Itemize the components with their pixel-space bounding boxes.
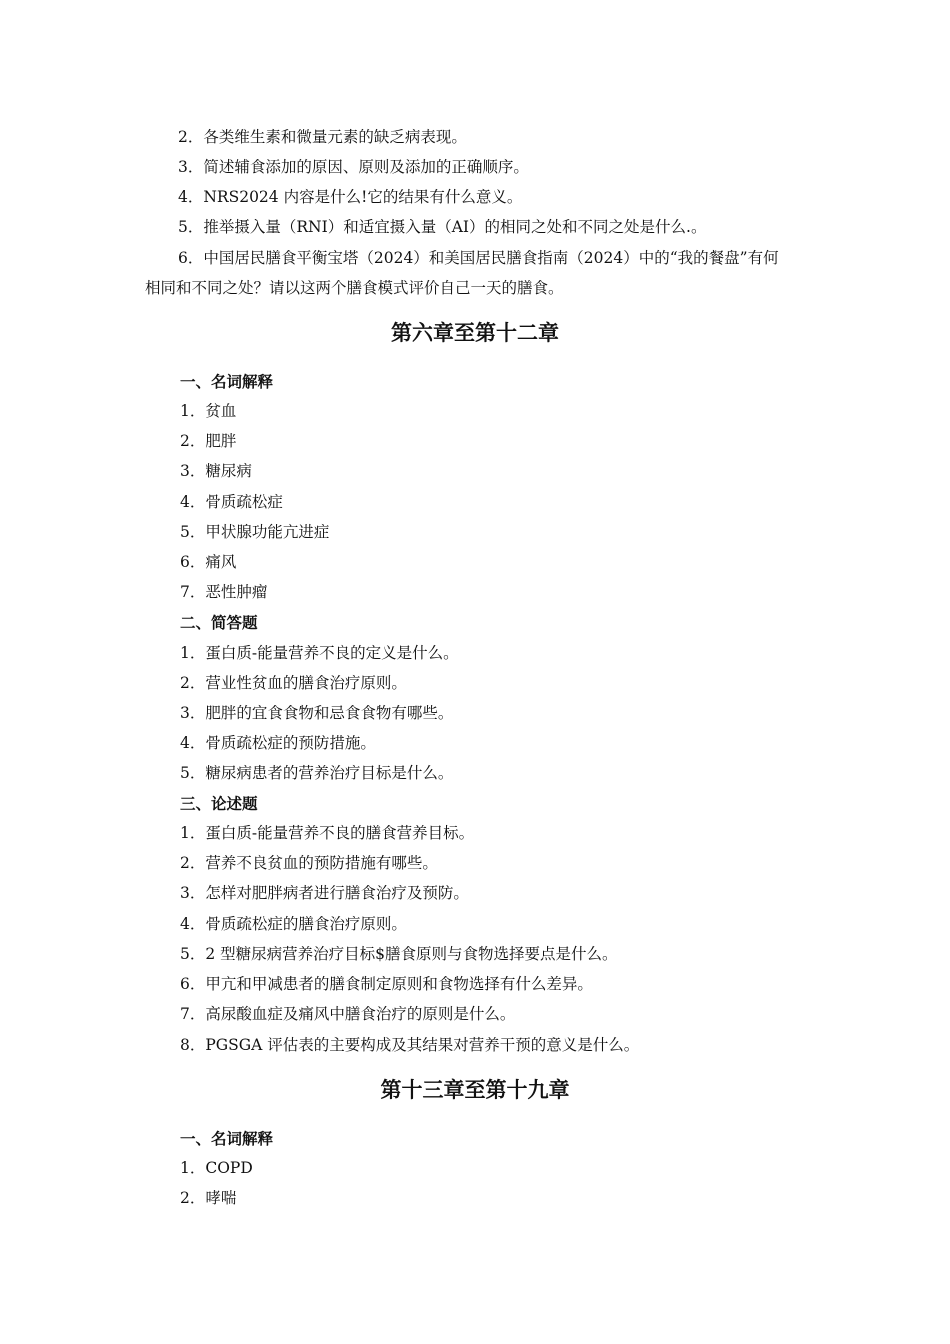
list-item: 5．甲状腺功能亢进症 [180,523,330,541]
list-item: 1．贫血 [180,402,237,420]
list-item: 3．糖尿病 [180,462,252,480]
list-item: 6．甲亢和甲减患者的膳食制定原则和食物选择有什么差异。 [180,975,593,993]
section-heading-definitions: 一、名词解释 [180,1130,274,1148]
list-item: 3．怎样对肥胖病者进行膳食治疗及预防。 [180,884,469,902]
list-item: 2．肥胖 [180,432,237,450]
list-item: 1．蛋白质-能量营养不良的定义是什么。 [180,644,459,662]
list-item: 2．营业性贫血的膳食治疗原则。 [180,674,407,692]
section-heading-definitions: 一、名词解释 [180,373,274,391]
list-item: 8．PGSGA 评估表的主要构成及其结果对营养干预的意义是什么。 [180,1036,640,1054]
list-item: 7．高尿酸血症及痛风中膳食治疗的原则是什么。 [180,1005,516,1023]
list-item: 2．营养不良贫血的预防措施有哪些。 [180,854,438,872]
list-item: 2．各类维生素和微量元素的缺乏病表现。 [178,128,467,146]
list-item: 5．糖尿病患者的营养治疗目标是什么。 [180,764,454,782]
list-item: 1．COPD [180,1159,253,1177]
section-heading-short-answer: 二、简答题 [180,614,258,632]
list-item: 6．中国居民膳食平衡宝塔（2024）和美国居民膳食指南（2024）中的“我的餐盘”有何相同和不同之处？请以这两个膳食模式评价自己一天的膳食。 [145,249,779,297]
chapter-title: 第十三章至第十九章 [380,1078,570,1102]
list-item: 3．简述辅食添加的原因、原则及添加的正确顺序。 [178,158,529,176]
section-heading-essay: 三、论述题 [180,795,258,813]
list-item: 6．痛风 [180,553,237,571]
list-item: 3．肥胖的宜食食物和忌食食物有哪些。 [180,704,454,722]
list-item: 4．骨质疏松症的预防措施。 [180,734,376,752]
list-item: 5．推举摄入量（RNI）和适宜摄入量（AI）的相同之处和不同之处是什么.。 [178,218,707,236]
list-item: 4．骨质疏松症 [180,493,283,511]
chapter-title: 第六章至第十二章 [391,321,559,345]
list-item: 4．NRS2024 内容是什么!它的结果有什么意义。 [178,188,523,206]
list-item: 1．蛋白质-能量营养不良的膳食营养目标。 [180,824,475,842]
list-item: 5．2 型糖尿病营养治疗目标$膳食原则与食物选择要点是什么。 [180,945,618,963]
list-item: 4．骨质疏松症的膳食治疗原则。 [180,915,407,933]
list-item: 7．恶性肿瘤 [180,583,268,601]
list-item: 2．哮喘 [180,1189,237,1207]
